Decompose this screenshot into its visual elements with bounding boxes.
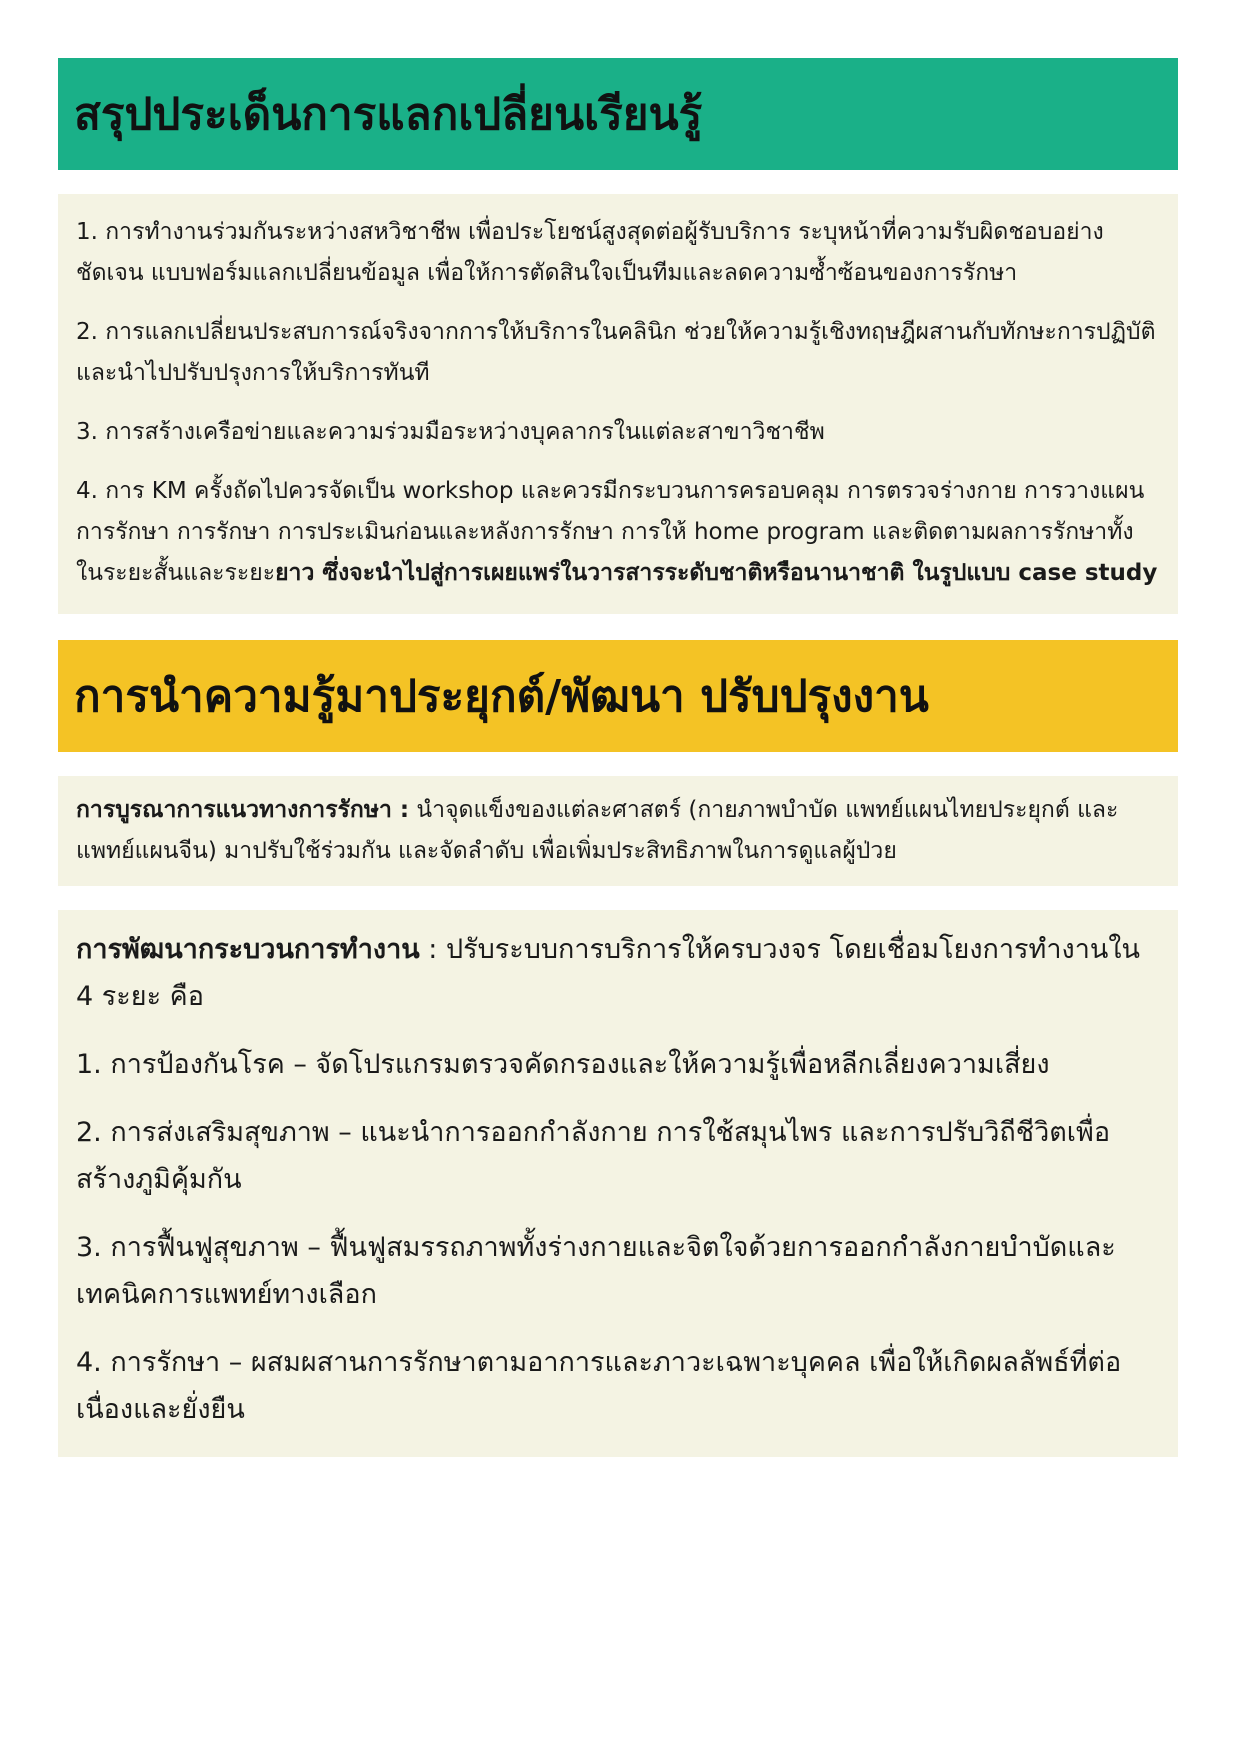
process-intro [76, 926, 1158, 1020]
summary-item-4-bold: ยาว ซึ่งจะนำไปสู่การเผยแพร่ในวารสารระดับชาติหรือนานาชาติ ในรูปแบบ case study [275, 560, 1158, 586]
summary-title: สรุปประเด็นการแลกเปลี่ยนเรียนรู้ [74, 89, 703, 140]
page [58, 58, 1178, 1457]
application-title: การนำความรู้มาประยุกต์/พัฒนา ปรับปรุงงาน [74, 671, 929, 722]
phase-item-3: 3. การฟื้นฟูสุขภาพ – ฟื้นฟูสมรรถภาพทั้งร่างกายและจิตใจด้วยการออกกำลังกายบำบัดและเทคนิคการแพทย์ทางเลือก [76, 1232, 1116, 1310]
phase-item-2: 2. การส่งเสริมสุขภาพ – แนะนำการออกกำลังกาย การใช้สมุนไพร และการปรับวิถีชีวิตเพื่อสร้างภูมิคุ้มกัน [76, 1117, 1111, 1195]
summary-header [58, 58, 1178, 170]
summary-item-2: 2. การแลกเปลี่ยนประสบการณ์จริงจากการให้บริการในคลินิก ช่วยให้ความรู้เชิงทฤษฎีผสานกับทักษะการปฏิบัติและนำไปปรับปรุงการให้บริการทันที [76, 319, 1156, 386]
integration-panel [58, 776, 1178, 886]
process-panel [58, 910, 1178, 1457]
process-text: : ปรับระบบการบริการให้ครบวงจร โดยเชื่อมโยงการทำงานใน 4 ระยะ คือ [76, 934, 1140, 1012]
summary-item-3: 3. การสร้างเครือข่ายและความร่วมมือระหว่างบุคลากรในแต่ละสาขาวิชาชีพ [76, 419, 825, 445]
summary-panel [58, 194, 1178, 614]
summary-item-1: 1. การทำงานร่วมกันระหว่างสหวิชาชีพ เพื่อประโยชน์สูงสุดต่อผู้รับบริการ ระบุหน้าที่ความรับผิดชอบอย่างชัดเจน แบบฟอร์มแลกเปลี่ยนข้อมูล เพื่อให้การตัดสินใจเป็นทีมและลดความซ้ำซ้อนของการรักษา [76, 219, 1104, 286]
integration-paragraph [76, 790, 1158, 872]
phase-item-4: 4. การรักษา – ผสมผสานการรักษาตามอาการและภาวะเฉพาะบุคคล เพื่อให้เกิดผลลัพธ์ที่ต่อเนื่องและยั่งยืน [76, 1347, 1122, 1425]
integration-label: การบูรณาการแนวทางการรักษา : [76, 797, 410, 823]
summary-item-4 [76, 471, 1158, 594]
application-header [58, 640, 1178, 752]
integration-text: นำจุดแข็งของแต่ละศาสตร์ (กายภาพบำบัด แพทย์แผนไทยประยุกต์ และแพทย์แผนจีน) มาปรับใช้ร่วมกัน และจัดลำดับ เพื่อเพิ่มประสิทธิภาพในการดูแลผู้ป่วย [76, 797, 1119, 864]
summary-item-4-text: 4. การ KM ครั้งถัดไปควรจัดเป็น workshop และควรมีกระบวนการครอบคลุม การตรวจร่างกาย การวางแผนการรักษา การรักษา การประเมินก่อนและหลังการรักษา การให้ home program และติดตามผลการรักษาทั้งในระยะสั้นและระยะ [76, 478, 1145, 586]
phase-item-1: 1. การป้องกันโรค – จัดโปรแกรมตรวจคัดกรองและให้ความรู้เพื่อหลีกเลี่ยงความเสี่ยง [76, 1049, 1050, 1080]
process-label: การพัฒนากระบวนการทำงาน [76, 934, 420, 965]
